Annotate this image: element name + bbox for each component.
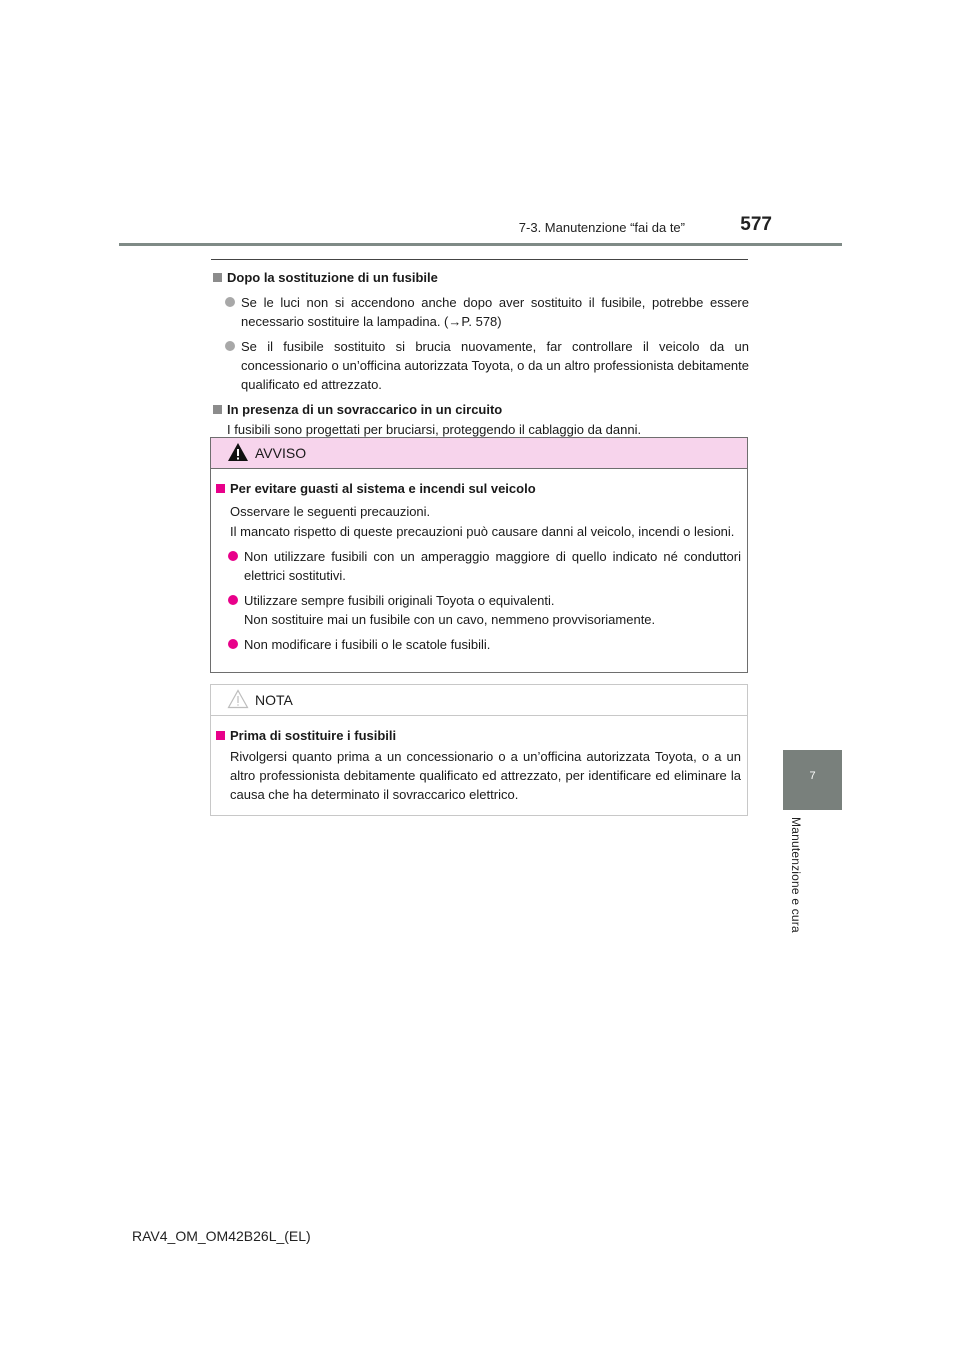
list-item: Non modificare i fusibili o le scatole fusibili. xyxy=(228,635,741,654)
warning-header xyxy=(211,438,747,469)
round-bullet-icon xyxy=(225,297,235,307)
page-number: 577 xyxy=(740,214,772,235)
warning-heading: Per evitare guasti al sistema e incendi sul veicolo xyxy=(214,479,747,498)
square-bullet-icon xyxy=(216,731,225,740)
chapter-side-label: Manutenzione e cura xyxy=(789,817,803,933)
chapter-tab xyxy=(783,750,842,810)
note-header xyxy=(211,685,747,716)
content-top-rule xyxy=(211,259,748,260)
warning-label: AVVISO xyxy=(255,445,307,461)
round-bullet-icon xyxy=(228,639,238,649)
round-bullet-icon xyxy=(228,595,238,605)
round-bullet-icon xyxy=(228,551,238,561)
header-rule xyxy=(119,243,842,246)
section-title: 7-3. Manutenzione “fai da te” xyxy=(518,220,685,235)
main-content xyxy=(211,268,749,439)
square-bullet-icon xyxy=(213,405,222,414)
section-heading: In presenza di un sovraccarico in un circuito xyxy=(211,400,749,419)
warning-body xyxy=(211,469,747,654)
round-bullet-icon xyxy=(225,341,235,351)
note-box xyxy=(210,684,748,816)
chapter-tab-number: 7 xyxy=(809,770,816,782)
document-code: RAV4_OM_OM42B26L_(EL) xyxy=(132,1228,311,1244)
list-item: Se il fusibile sostituito si brucia nuovamente, far controllare il veicolo da un concessionario o un’officina autorizzata Toyota, o da un altro professionista debitamente qualificato ed attrezzato. xyxy=(225,337,749,394)
note-heading: Prima di sostituire i fusibili xyxy=(214,726,747,745)
section-heading: Dopo la sostituzione di un fusibile xyxy=(211,268,749,287)
square-bullet-icon xyxy=(216,484,225,493)
list-item: Utilizzare sempre fusibili originali Toyota o equivalenti. Non sostituire mai un fusibile con un cavo, nemmeno provvisoriamente. xyxy=(228,591,741,629)
note-label: NOTA xyxy=(255,692,293,708)
note-body xyxy=(211,716,747,804)
list-item: Se le luci non si accendono anche dopo aver sostituito il fusibile, potrebbe essere necessario sostituire la lampadina. (→P. 578) xyxy=(225,293,749,331)
warning-intro: Osservare le seguenti precauzioni. xyxy=(230,504,431,519)
section-text: I fusibili sono progettati per bruciarsi, proteggendo il cablaggio da danni. xyxy=(227,422,642,437)
square-bullet-icon xyxy=(213,273,222,282)
caution-triangle-icon xyxy=(227,689,249,709)
list-item: Non utilizzare fusibili con un amperaggio maggiore di quello indicato né conduttori elettrici sostitutivi. xyxy=(228,547,741,585)
note-text: Rivolgersi quanto prima a un concessionario o a un’officina autorizzata Toyota, o a un altro professionista debitamente qualificato ed attrezzato, per identificare ed eliminare la causa che ha determinato il sovraccarico elettrico. xyxy=(230,749,741,802)
warning-box xyxy=(210,437,748,673)
warning-intro: Il mancato rispetto di queste precauzioni può causare danni al veicolo, incendi o lesioni. xyxy=(230,524,735,539)
warning-triangle-icon xyxy=(227,442,249,462)
